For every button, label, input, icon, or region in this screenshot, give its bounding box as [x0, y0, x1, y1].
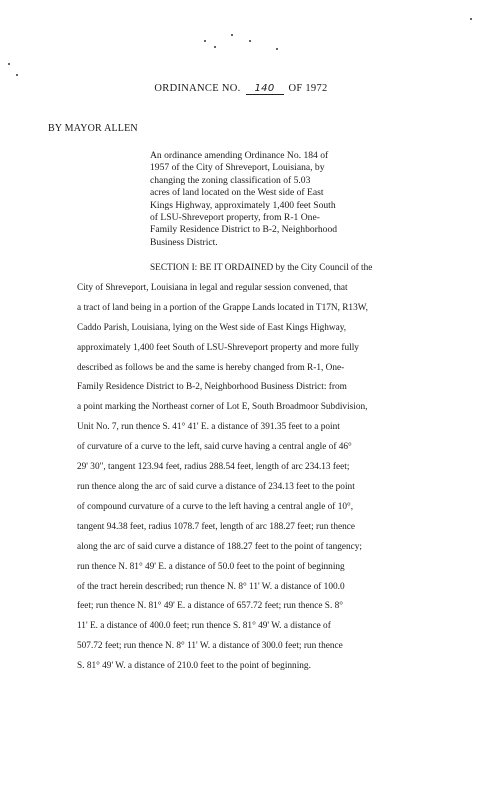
scan-speck: [204, 40, 206, 42]
body-line: feet; run thence N. 81° 49' E. a distance of 657.72 feet; run thence S. 8°: [77, 601, 343, 612]
summary-line: changing the zoning classification of 5.03: [150, 174, 311, 186]
author-line: BY MAYOR ALLEN: [48, 123, 138, 134]
ordinance-prefix: ORDINANCE NO.: [154, 83, 241, 94]
body-line: a tract of land being in a portion of the Grappe Lands located in T17N, R13W,: [77, 302, 368, 313]
body-line: 507.72 feet; run thence N. 8° 11' W. a distance of 300.0 feet; run thence: [77, 641, 343, 652]
ordinance-summary: [150, 150, 450, 249]
scan-speck: [276, 48, 278, 50]
body-line: tangent 94.38 feet, radius 1078.7 feet, length of arc 188.27 feet; run thence: [77, 521, 356, 532]
scan-speck: [231, 34, 233, 36]
scan-speck: [16, 74, 18, 76]
summary-line: acres of land located on the West side of East: [150, 187, 324, 199]
scan-speck: [249, 40, 251, 42]
summary-line: Business District.: [150, 236, 218, 248]
body-line: of curvature of a curve to the left, said curve having a central angle of 46°: [77, 442, 352, 453]
body-line: of compound curvature of a curve to the left having a central angle of 10°,: [77, 501, 354, 512]
ordinance-number: 140: [246, 84, 284, 95]
body-line: a point marking the Northeast corner of Lot E, South Broadmoor Subdivision,: [77, 402, 368, 413]
body-line: City of Shreveport, Louisiana in legal and regular session convened, that: [77, 282, 348, 293]
summary-line: 1957 of the City of Shreveport, Louisiana, by: [150, 162, 325, 174]
body-line: run thence along the arc of said curve a distance of 234.13 feet to the point: [77, 481, 355, 492]
summary-line: of LSU-Shreveport property, from R-1 One-: [150, 212, 320, 224]
ordinance-title: [0, 83, 482, 95]
body-line: 29' 30", tangent 123.94 feet, radius 288.54 feet, length of arc 234.13 feet;: [77, 462, 350, 473]
body-line: Family Residence District to B-2, Neighborhood Business District: from: [77, 382, 347, 393]
scan-speck: [214, 46, 216, 48]
summary-line: Kings Highway, approximately 1,400 feet South: [150, 199, 336, 211]
body-line: described as follows be and the same is hereby changed from R-1, One-: [77, 362, 345, 373]
summary-line: Family Residence District to B-2, Neighborhood: [150, 224, 338, 236]
body-line: run thence N. 81° 49' E. a distance of 50.0 feet to the point of beginning: [77, 561, 345, 572]
body-line: 11' E. a distance of 400.0 feet; run thence S. 81° 49' W. a distance of: [77, 621, 331, 632]
body-line: Unit No. 7, run thence S. 41° 41' E. a distance of 391.35 feet to a point: [77, 422, 340, 433]
section-one-text: [77, 259, 477, 677]
summary-line: An ordinance amending Ordinance No. 184 of: [150, 150, 329, 161]
body-line: approximately 1,400 feet South of LSU-Shreveport property and more fully: [77, 342, 359, 353]
body-line: Caddo Parish, Louisiana, lying on the West side of East Kings Highway,: [77, 322, 347, 333]
body-line: S. 81° 49' W. a distance of 210.0 feet to the point of beginning.: [77, 661, 311, 672]
section-heading-line: SECTION I: BE IT ORDAINED by the City Council of the: [150, 263, 373, 273]
scan-speck: [8, 63, 10, 65]
scan-speck: [470, 18, 472, 20]
body-line: of the tract herein described; run thence N. 8° 11' W. a distance of 100.0: [77, 581, 345, 592]
body-line: along the arc of said curve a distance of 188.27 feet to the point of tangency;: [77, 541, 363, 552]
ordinance-year: OF 1972: [288, 83, 328, 94]
